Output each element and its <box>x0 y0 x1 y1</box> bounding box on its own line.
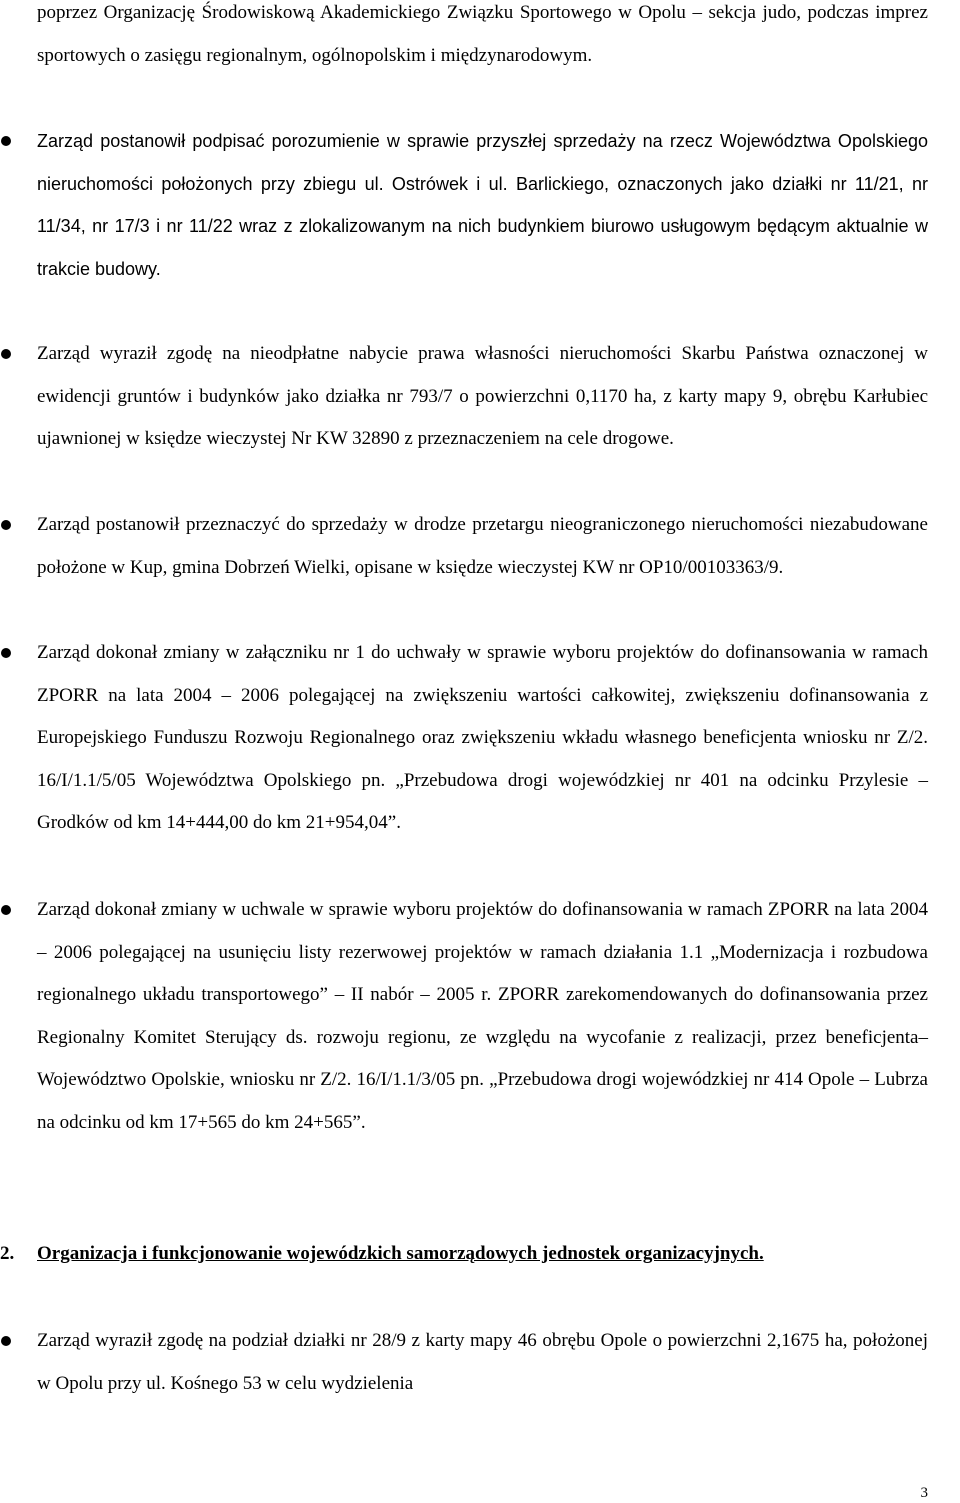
paragraph-continued: poprzez Organizację Środowiskową Akademickiego Związku Sportowego w Opolu – sekcja judo, podczas imprez sportowych o zasięgu regionalnym, ogólnopolskim i międzynarodowym. <box>37 2 928 66</box>
bullet-icon <box>1 905 11 915</box>
paragraph-zporr-amendment-414: Zarząd dokonał zmiany w uchwale w sprawie wyboru projektów do dofinansowania w ramach ZPORR na lata 2004 – 2006 polegającej na usunięciu listy rezerwowej projektów w ramach działania 1.1 „Modernizacja i rozbudowa regionalnego układu transportowego” – II nabór – 2005 r. ZPORR zarekomendowanych do dofinansowania przez Regionalny Komitet Sterujący ds. rozwoju regionu, ze względu na wycofanie z realizacji, przez beneficjenta– Województwo Opolskie, wniosku nr Z/2. 16/I/1.1/3/05 pn. „Przebudowa drogi wojewódzkiej nr 414 Opole – Lubrza na odcinku od km 17+565 do km 24+565”. <box>37 899 928 1133</box>
bullet-icon <box>1 1336 11 1346</box>
paragraph-property-sale: Zarząd postanowił przeznaczyć do sprzedaży w drodze przetargu nieograniczonego nieruchomości niezabudowane położone w Kup, gmina Dobrzeń Wielki, opisane w księdze wieczystej KW nr OP10/00103363/9. <box>37 514 928 578</box>
page-number: 3 <box>920 1485 928 1501</box>
paragraph-land-acquisition: Zarząd wyraził zgodę na nieodpłatne nabycie prawa własności nieruchomości Skarbu Państwa oznaczonej w ewidencji gruntów i budynków jako działka nr 793/7 o powierzchni 0,1170 ha, z karty mapy 9, obrębu Karłubiec ujawnionej w księdze wieczystej Nr KW 32890 z przeznaczeniem na cele drogowe. <box>37 343 928 449</box>
bullet-icon <box>1 648 11 658</box>
bullet-icon <box>1 520 11 530</box>
bullet-icon <box>1 136 11 146</box>
bullet-icon <box>1 349 11 359</box>
paragraph-property-agreement: Zarząd postanowił podpisać porozumienie w sprawie przyszłej sprzedaży na rzecz Województwa Opolskiego nieruchomości położonych przy zbiegu ul. Ostrówek i ul. Barlickiego, oznaczonych jako działki nr 11/21, nr 11/34, nr 17/3 i nr 11/22 wraz z zlokalizowanym na nich budynkiem biurowo usługowym będącym aktualnie w trakcie budowy. <box>37 131 928 279</box>
section-number: 2. <box>0 1243 15 1264</box>
paragraph-plot-division: Zarząd wyraził zgodę na podział działki nr 28/9 z karty mapy 46 obrębu Opole o powierzchni 2,1675 ha, położonej w Opolu przy ul. Kośnego 53 w celu wydzielenia <box>37 1330 928 1394</box>
section-title: Organizacja i funkcjonowanie wojewódzkich samorządowych jednostek organizacyjnych. <box>37 1243 764 1264</box>
paragraph-zporr-amendment-401: Zarząd dokonał zmiany w załączniku nr 1 do uchwały w sprawie wyboru projektów do dofinansowania w ramach ZPORR na lata 2004 – 2006 polegającej na zwiększeniu wartości całkowitej, zwiększeniu dofinansowania z Europejskiego Funduszu Rozwoju Regionalnego oraz zwiększeniu wkładu własnego beneficjenta wniosku nr Z/2. 16/I/1.1/5/05 Województwa Opolskiego pn. „Przebudowa drogi wojewódzkiej nr 401 na odcinku Przylesie – Grodków od km 14+444,00 do km 21+954,04”. <box>37 642 928 833</box>
